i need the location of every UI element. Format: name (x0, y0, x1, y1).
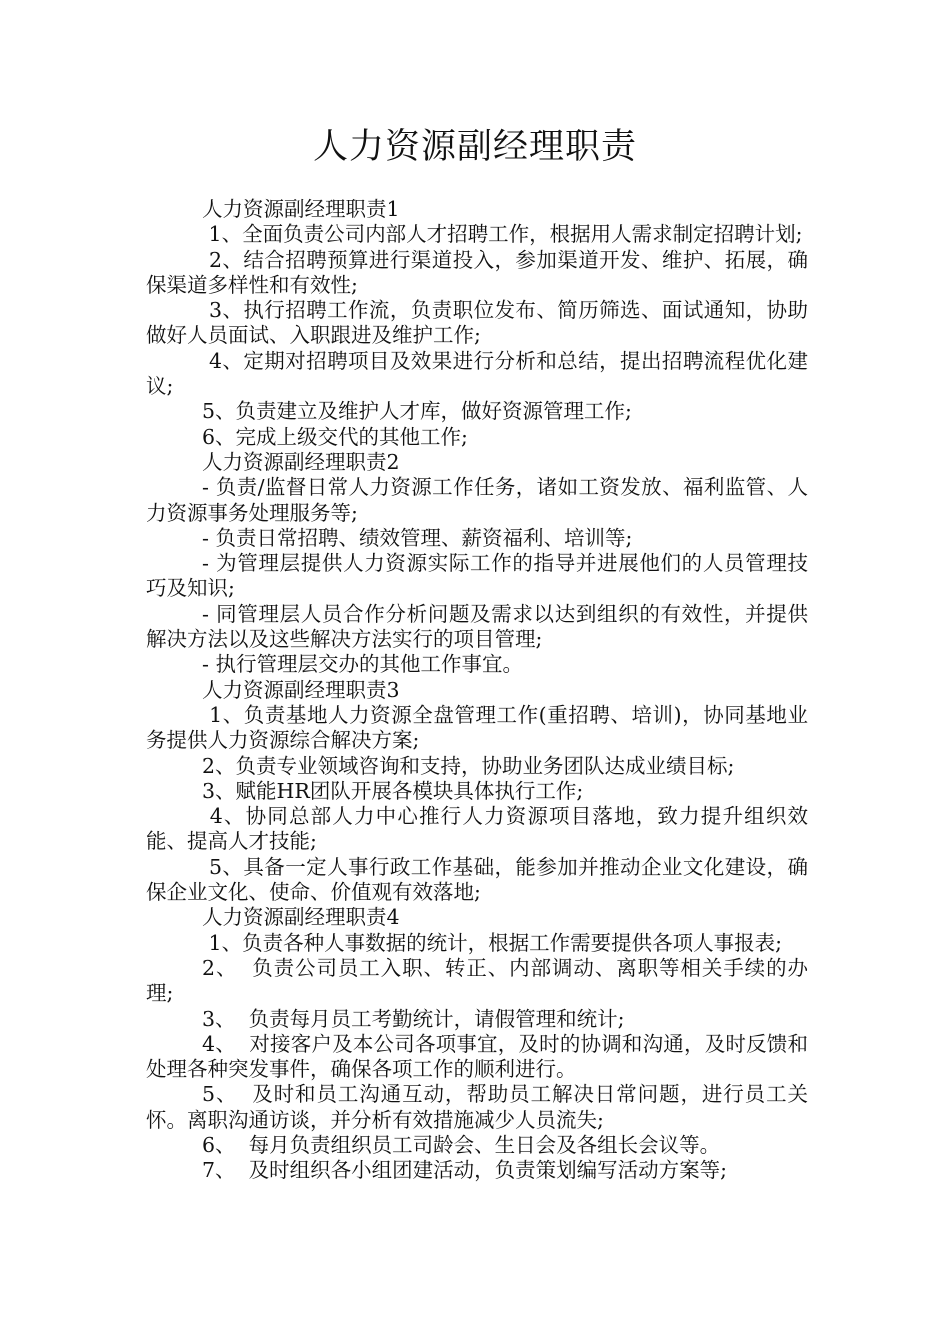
section-heading-3: 人力资源副经理职责3 (202, 677, 400, 702)
paragraph: 3、赋能HR团队开展各模块具体执行工作; (202, 778, 584, 803)
paragraph: - 负责日常招聘、绩效管理、薪资福利、培训等; (202, 525, 633, 550)
section-heading-1: 人力资源副经理职责1 (202, 197, 400, 221)
paragraph: - 同管理层人员合作分析问题及需求以达到组织的有效性，并提供解决方法以及这些解决方法实行的项目管理; (146, 601, 808, 652)
paragraph: 2、结合招聘预算进行渠道投入，参加渠道开发、维护、拓展，确保渠道多样性和有效性; (146, 247, 808, 297)
paragraph: - 为管理层提供人力资源实际工作的指导并进展他们的人员管理技巧及知识; (146, 551, 808, 601)
paragraph: 4、协同总部人力中心推行人力资源项目落地，致力提升组织效能、提高人才技能; (146, 804, 808, 854)
paragraph: 5、具备一定人事行政工作基础，能参加并推动企业文化建设，确保企业文化、使命、价值观有效落地; (146, 854, 808, 905)
paragraph: 3、 负责每月员工考勤统计，请假管理和统计; (202, 1006, 625, 1031)
paragraph: - 负责/监督日常人力资源工作任务，诸如工资发放、福利监管、人力资源事务处理服务等; (146, 475, 808, 525)
paragraph: 3、执行招聘工作流，负责职位发布、简历筛选、面试通知，协助做好人员面试、入职跟进及维护工作; (146, 298, 808, 348)
paragraph: 1、全面负责公司内部人才招聘工作，根据用人需求制定招聘计划; (202, 222, 803, 247)
section-heading-2: 人力资源副经理职责2 (202, 449, 400, 474)
paragraph: - 执行管理层交办的其他工作事宜。 (202, 652, 523, 677)
paragraph: 1、负责基地人力资源全盘管理工作(重招聘、培训)，协同基地业务提供人力资源综合解决方案; (146, 702, 808, 753)
paragraph: 6、完成上级交代的其他工作; (202, 424, 468, 449)
section-heading-4: 人力资源副经理职责4 (202, 905, 400, 930)
document-body (146, 197, 808, 1184)
paragraph: 5、负责建立及维护人才库，做好资源管理工作; (202, 399, 632, 424)
document-title: 人力资源副经理职责 (312, 127, 637, 167)
paragraph: 6、 每月负责组织员工司龄会、生日会及各组长会议等。 (202, 1132, 721, 1157)
paragraph: 2、负责专业领域咨询和支持，协助业务团队达成业绩目标; (202, 753, 735, 778)
paragraph: 1、负责各种人事数据的统计，根据工作需要提供各项人事报表; (202, 930, 782, 955)
paragraph: 7、 及时组织各小组团建活动，负责策划编写活动方案等; (202, 1158, 727, 1183)
paragraph: 4、 对接客户及本公司各项事宜，及时的协调和沟通，及时反馈和处理各种突发事件，确保各项工作的顺利进行。 (146, 1031, 808, 1082)
paragraph: 5、 及时和员工沟通互动，帮助员工解决日常问题，进行员工关怀。离职沟通访谈，并分析有效措施减少人员流失; (146, 1082, 808, 1132)
paragraph: 4、定期对招聘项目及效果进行分析和总结，提出招聘流程优化建议; (146, 348, 808, 399)
paragraph: 2、 负责公司员工入职、转正、内部调动、离职等相关手续的办理; (146, 955, 808, 1006)
